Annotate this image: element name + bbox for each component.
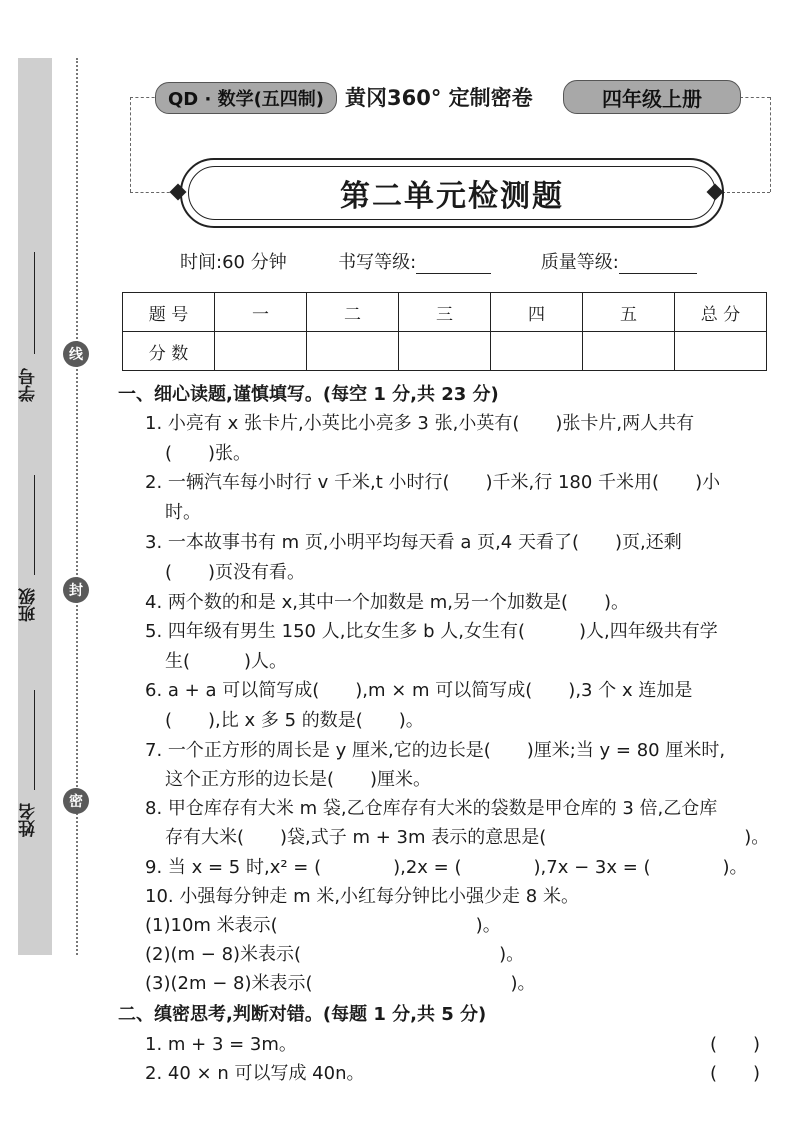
class-label: 班级 [19,588,39,622]
table-cell: 总 分 [675,293,767,332]
writing-grade-label: 书写等级: [338,252,417,273]
name-label: 姓名 [19,803,39,837]
question-line: (1)10m 米表示( )。 [145,915,501,936]
table-cell: 一 [215,293,307,332]
question-line: 9. 当 x = 5 时,x² = ( ),2x = ( ),7x − 3x = ( )。 [145,857,748,878]
score-cell[interactable] [215,332,307,371]
seal-seal-mark: 封 [63,577,89,603]
question-line: 4. 两个数的和是 x,其中一个加数是 m,另一个加数是( )。 [145,592,630,613]
score-cell[interactable] [583,332,675,371]
question-line: ( )张。 [165,443,252,464]
table-cell: 题 号 [123,293,215,332]
seal-line-mark: 线 [63,341,89,367]
question-line: 10. 小强每分钟走 m 米,小红每分钟比小强少走 8 米。 [145,886,579,907]
header-connector-right [740,97,770,98]
quality-grade-field[interactable] [619,255,697,274]
header-connector-left-vertical [130,97,131,192]
question-line: ( )页没有看。 [165,562,306,583]
info-row [180,248,697,274]
cut-line [76,58,78,955]
question-line: 1. 小亮有 x 张卡片,小英比小亮多 3 张,小英有( )张卡片,两人共有 [145,413,695,434]
grade-badge: 四年级上册 [563,80,741,114]
question-line: ( ),比 x 多 5 的数是( )。 [165,710,424,731]
question-line: 8. 甲仓库存有大米 m 袋,乙仓库存有大米的袋数是甲仓库的 3 倍,乙仓库 [145,798,718,819]
seal-secret-mark: 密 [63,788,89,814]
question-line: 6. a + a 可以简写成( ),m × m 可以简写成( ),3 个 x 连加是 [145,680,693,701]
question-line: 2. 一辆汽车每小时行 v 千米,t 小时行( )千米,行 180 千米用( )小 [145,472,721,493]
series-badge: QD · 数学(五四制) [155,82,337,114]
score-table-header-row [123,293,767,332]
time-limit: 时间:60 分钟 [180,252,287,273]
answer-box[interactable]: ( ) [710,1063,761,1084]
score-cell[interactable] [675,332,767,371]
question-line: 5. 四年级有男生 150 人,比女生多 b 人,女生有( )人,四年级共有学 [145,621,718,642]
header-connector-right-vertical [770,97,771,192]
table-cell: 分 数 [123,332,215,371]
question-line: 生( )人。 [165,651,288,672]
score-cell[interactable] [399,332,491,371]
table-cell: 三 [399,293,491,332]
student-id-line [34,252,35,354]
question-line: 1. m + 3 = 3m。 [145,1034,297,1055]
title-connector-right [722,192,770,193]
title-frame [180,158,724,228]
section-1-heading: 一、细心读题,谨慎填写。(每空 1 分,共 23 分) [118,384,499,405]
writing-grade-field[interactable] [416,255,491,274]
question-line: 7. 一个正方形的周长是 y 厘米,它的边长是( )厘米;当 y = 80 厘米时, [145,740,726,761]
title-connector-left [130,192,175,193]
question-line: 时。 [165,502,201,523]
quality-grade-label: 质量等级: [540,252,619,273]
brand-title: 黄冈360° 定制密卷 [345,86,533,110]
class-line [34,475,35,575]
page-title: 第二单元检测题 [340,179,564,214]
name-line [34,690,35,790]
student-id-label: 学号 [19,368,39,402]
question-line: (2)(m − 8)米表示( )。 [145,944,525,965]
question-line: 3. 一本故事书有 m 页,小明平均每天看 a 页,4 天看了( )页,还剩 [145,532,682,553]
question-line: (3)(2m − 8)米表示( )。 [145,973,536,994]
question-line: 这个正方形的边长是( )厘米。 [165,769,432,790]
question-line: 2. 40 × n 可以写成 40n。 [145,1063,365,1084]
question-line: 存有大米( )袋,式子 m + 3m 表示的意思是( )。 [165,827,770,848]
table-cell: 四 [491,293,583,332]
score-cell[interactable] [307,332,399,371]
score-cell[interactable] [491,332,583,371]
score-table-score-row [123,332,767,371]
section-2-heading: 二、缜密思考,判断对错。(每题 1 分,共 5 分) [118,1004,487,1025]
table-cell: 五 [583,293,675,332]
answer-box[interactable]: ( ) [710,1034,761,1055]
score-table [122,292,767,371]
table-cell: 二 [307,293,399,332]
